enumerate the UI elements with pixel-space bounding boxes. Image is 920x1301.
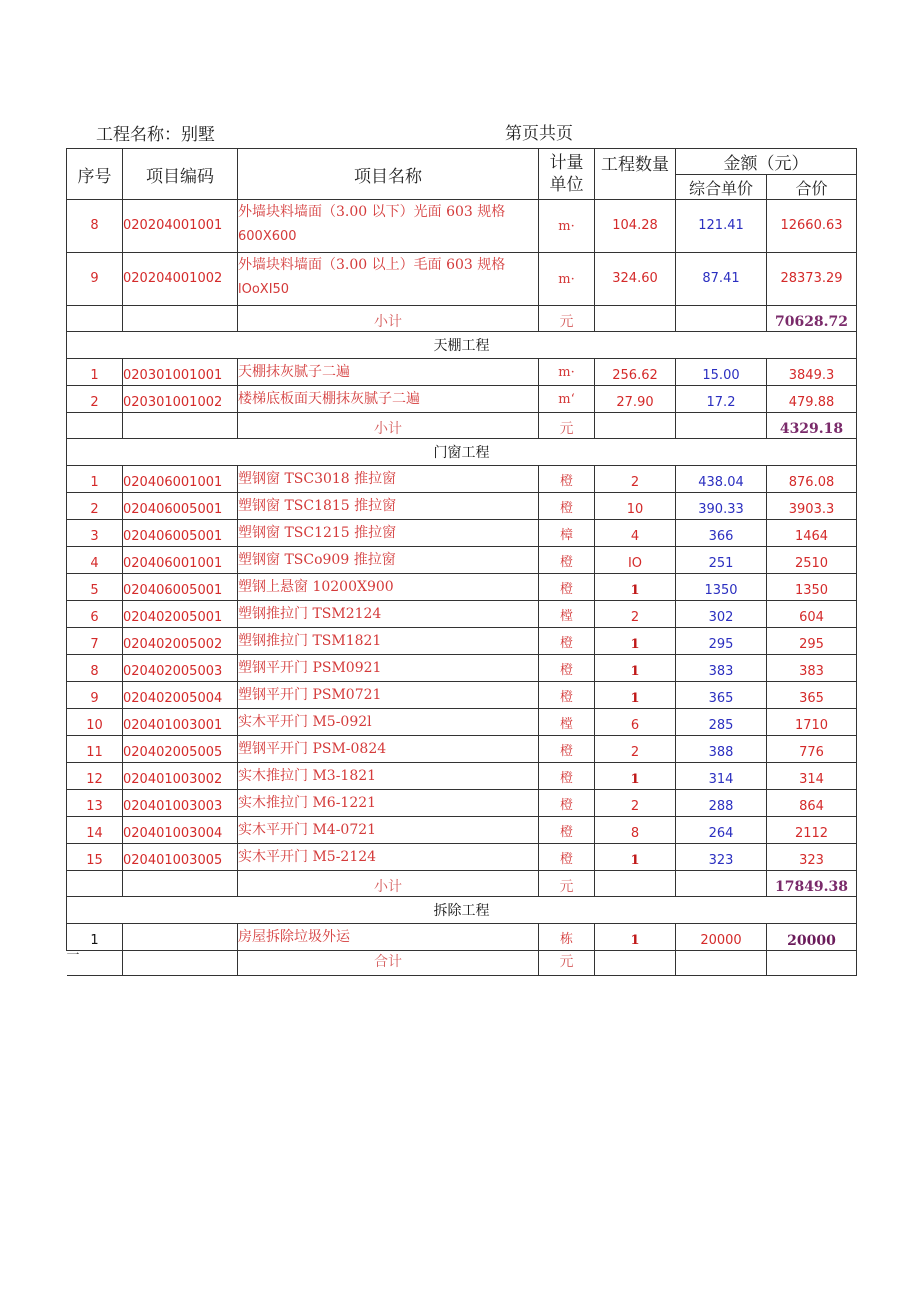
row-code: 020401003002 bbox=[123, 763, 238, 790]
row-name: 塑钢平开门 PSM0721 bbox=[238, 682, 539, 709]
subtotal-value: 70628.72 bbox=[767, 306, 857, 332]
row-name: 塑钢平开门 PSM0921 bbox=[238, 655, 539, 682]
row-name: 实木推拉门 M3-1821 bbox=[238, 763, 539, 790]
row-name: 塑钢平开门 PSM-0824 bbox=[238, 736, 539, 763]
row-unit: 橙 bbox=[539, 466, 595, 493]
row-total: 20000 bbox=[767, 924, 857, 951]
row-code: 020402005005 bbox=[123, 736, 238, 763]
header-amount: 金额（元） bbox=[676, 149, 857, 175]
row-name: 实木平开门 M5-2124 bbox=[238, 844, 539, 871]
subtotal-value: 4329.18 bbox=[767, 413, 857, 439]
row-unit-price: 438.04 bbox=[676, 466, 767, 493]
row-name: 实木平开门 M5-092l bbox=[238, 709, 539, 736]
table-row bbox=[67, 924, 857, 951]
subtotal-value: 17849.38 bbox=[767, 871, 857, 897]
subtotal-empty-price bbox=[676, 306, 767, 332]
row-quantity: 4 bbox=[595, 520, 676, 547]
row-code: 020402005002 bbox=[123, 628, 238, 655]
table-row bbox=[67, 655, 857, 682]
row-unit-price: 383 bbox=[676, 655, 767, 682]
header-unit-line2: 单位 bbox=[549, 175, 584, 195]
row-quantity: 2 bbox=[595, 466, 676, 493]
header-unit-line1: 计量 bbox=[549, 153, 584, 173]
row-index: 13 bbox=[67, 790, 123, 817]
row-total: 479.88 bbox=[767, 386, 857, 413]
row-total: 314 bbox=[767, 763, 857, 790]
table-row bbox=[67, 736, 857, 763]
row-name-line1: 外墙块料墙面（3.00 以下）光面 603 规格 bbox=[238, 204, 506, 220]
row-code: 020406005001 bbox=[123, 520, 238, 547]
section-title: 天棚工程 bbox=[67, 332, 857, 359]
row-index: 10 bbox=[67, 709, 123, 736]
row-unit-price: 388 bbox=[676, 736, 767, 763]
grand-total-row bbox=[67, 951, 857, 976]
section-row bbox=[67, 897, 857, 924]
total-empty-code bbox=[123, 951, 238, 976]
table-row bbox=[67, 253, 857, 306]
row-index: 11 bbox=[67, 736, 123, 763]
subtotal-label: 小计 bbox=[238, 413, 539, 439]
row-total: 2510 bbox=[767, 547, 857, 574]
row-total: 1464 bbox=[767, 520, 857, 547]
row-unit-price: 20000 bbox=[676, 924, 767, 951]
row-unit: m‘ bbox=[539, 386, 595, 413]
subtotal-label: 小计 bbox=[238, 871, 539, 897]
row-unit: 樟 bbox=[539, 520, 595, 547]
subtotal-row bbox=[67, 306, 857, 332]
row-total: 383 bbox=[767, 655, 857, 682]
row-name: 楼梯底板面天棚抹灰腻子二遍 bbox=[238, 386, 539, 413]
subtotal-empty-index bbox=[67, 871, 123, 897]
header-index: 序号 bbox=[67, 149, 123, 200]
row-code: 020402005004 bbox=[123, 682, 238, 709]
row-unit-price: 288 bbox=[676, 790, 767, 817]
row-unit: 橙 bbox=[539, 736, 595, 763]
row-name: 塑钢推拉门 TSM1821 bbox=[238, 628, 539, 655]
row-unit: 橙 bbox=[539, 493, 595, 520]
row-unit-price: 295 bbox=[676, 628, 767, 655]
row-total: 1710 bbox=[767, 709, 857, 736]
total-empty-value bbox=[767, 951, 857, 976]
row-code: 020406005001 bbox=[123, 574, 238, 601]
row-unit: 橙 bbox=[539, 844, 595, 871]
row-index: 15 bbox=[67, 844, 123, 871]
subtotal-unit: 元 bbox=[539, 306, 595, 332]
row-quantity: 1 bbox=[595, 628, 676, 655]
row-unit-price: 17.2 bbox=[676, 386, 767, 413]
row-quantity: 2 bbox=[595, 736, 676, 763]
row-total: 323 bbox=[767, 844, 857, 871]
row-index: 2 bbox=[67, 386, 123, 413]
row-quantity: 10 bbox=[595, 493, 676, 520]
row-name-line2: 600X600 bbox=[238, 229, 297, 244]
header-quantity: 工程数量 bbox=[595, 149, 676, 200]
total-empty-price bbox=[676, 951, 767, 976]
row-name: 塑钢窗 TSCo909 推拉窗 bbox=[238, 547, 539, 574]
row-total: 12660.63 bbox=[767, 200, 857, 253]
subtotal-row bbox=[67, 871, 857, 897]
row-quantity: 256.62 bbox=[595, 359, 676, 386]
row-code: 020402005003 bbox=[123, 655, 238, 682]
subtotal-empty-code bbox=[123, 871, 238, 897]
table-row bbox=[67, 628, 857, 655]
row-index: 1 bbox=[67, 924, 123, 951]
section-row bbox=[67, 439, 857, 466]
row-unit-price: 323 bbox=[676, 844, 767, 871]
row-code bbox=[123, 924, 238, 951]
row-code: 020204001001 bbox=[123, 200, 238, 253]
row-total: 776 bbox=[767, 736, 857, 763]
row-unit: 樘 bbox=[539, 601, 595, 628]
subtotal-empty-quantity bbox=[595, 413, 676, 439]
section-title: 拆除工程 bbox=[67, 897, 857, 924]
row-code: 020301001001 bbox=[123, 359, 238, 386]
row-quantity: 324.60 bbox=[595, 253, 676, 306]
header-total: 合价 bbox=[767, 175, 857, 200]
table-row bbox=[67, 547, 857, 574]
row-quantity: 6 bbox=[595, 709, 676, 736]
row-unit: 橙 bbox=[539, 682, 595, 709]
row-index: 14 bbox=[67, 817, 123, 844]
subtotal-empty-quantity bbox=[595, 871, 676, 897]
header-unit bbox=[539, 149, 595, 200]
table-row bbox=[67, 844, 857, 871]
row-unit: 栋 bbox=[539, 924, 595, 951]
row-index: 9 bbox=[67, 253, 123, 306]
row-quantity: 2 bbox=[595, 790, 676, 817]
bill-of-quantities-table bbox=[66, 148, 857, 976]
header-code: 项目编码 bbox=[123, 149, 238, 200]
row-code: 020402005001 bbox=[123, 601, 238, 628]
row-quantity: 2 bbox=[595, 601, 676, 628]
subtotal-empty-price bbox=[676, 871, 767, 897]
row-name: 天棚抹灰腻子二遍 bbox=[238, 359, 539, 386]
row-name: 塑钢上悬窗 10200X900 bbox=[238, 574, 539, 601]
row-total: 3849.3 bbox=[767, 359, 857, 386]
row-name: 房屋拆除垃圾外运 bbox=[238, 924, 539, 951]
row-unit: 橙 bbox=[539, 763, 595, 790]
row-total: 1350 bbox=[767, 574, 857, 601]
row-unit: 橙 bbox=[539, 547, 595, 574]
row-index: 5 bbox=[67, 574, 123, 601]
table-row bbox=[67, 682, 857, 709]
row-code: 020401003004 bbox=[123, 817, 238, 844]
row-quantity: 1 bbox=[595, 844, 676, 871]
row-code: 020401003003 bbox=[123, 790, 238, 817]
row-quantity: 1 bbox=[595, 924, 676, 951]
header-name: 项目名称 bbox=[238, 149, 539, 200]
row-index: 12 bbox=[67, 763, 123, 790]
project-title: 工程名称：别墅 bbox=[96, 125, 215, 145]
row-unit-price: 264 bbox=[676, 817, 767, 844]
row-unit: 橙 bbox=[539, 655, 595, 682]
table-row bbox=[67, 790, 857, 817]
row-index: 8 bbox=[67, 200, 123, 253]
row-quantity: 1 bbox=[595, 574, 676, 601]
row-unit-price: 251 bbox=[676, 547, 767, 574]
row-name: 实木平开门 M4-0721 bbox=[238, 817, 539, 844]
page-label: 第页共页 bbox=[505, 124, 573, 144]
row-name: 塑钢窗 TSC1815 推拉窗 bbox=[238, 493, 539, 520]
section-title: 门窗工程 bbox=[67, 439, 857, 466]
row-index: 7 bbox=[67, 628, 123, 655]
row-quantity: IO bbox=[595, 547, 676, 574]
subtotal-label: 小计 bbox=[238, 306, 539, 332]
row-name: 塑钢推拉门 TSM2124 bbox=[238, 601, 539, 628]
table-row bbox=[67, 817, 857, 844]
row-total: 604 bbox=[767, 601, 857, 628]
row-unit: 橙 bbox=[539, 574, 595, 601]
total-unit: 元 bbox=[539, 951, 595, 976]
row-unit-price: 15.00 bbox=[676, 359, 767, 386]
row-unit-price: 314 bbox=[676, 763, 767, 790]
row-quantity: 1 bbox=[595, 763, 676, 790]
row-quantity: 104.28 bbox=[595, 200, 676, 253]
row-quantity: 1 bbox=[595, 655, 676, 682]
row-index: 1 bbox=[67, 466, 123, 493]
row-unit: 橙 bbox=[539, 790, 595, 817]
row-name: 实木推拉门 M6-1221 bbox=[238, 790, 539, 817]
row-code: 020406005001 bbox=[123, 493, 238, 520]
table-row bbox=[67, 493, 857, 520]
row-index: 6 bbox=[67, 601, 123, 628]
row-code: 020204001002 bbox=[123, 253, 238, 306]
row-total: 864 bbox=[767, 790, 857, 817]
row-total: 295 bbox=[767, 628, 857, 655]
row-unit: m· bbox=[539, 200, 595, 253]
row-unit-price: 366 bbox=[676, 520, 767, 547]
section-row bbox=[67, 332, 857, 359]
row-index: 3 bbox=[67, 520, 123, 547]
row-unit: m· bbox=[539, 253, 595, 306]
row-unit-price: 87.41 bbox=[676, 253, 767, 306]
row-name: 塑钢窗 TSC3018 推拉窗 bbox=[238, 466, 539, 493]
row-unit-price: 302 bbox=[676, 601, 767, 628]
row-total: 876.08 bbox=[767, 466, 857, 493]
subtotal-unit: 元 bbox=[539, 871, 595, 897]
table-row bbox=[67, 466, 857, 493]
row-unit: m· bbox=[539, 359, 595, 386]
row-unit-price: 285 bbox=[676, 709, 767, 736]
row-name: 塑钢窗 TSC1215 推拉窗 bbox=[238, 520, 539, 547]
row-unit-price: 365 bbox=[676, 682, 767, 709]
row-code: 020301001002 bbox=[123, 386, 238, 413]
table-row bbox=[67, 574, 857, 601]
subtotal-empty-index bbox=[67, 306, 123, 332]
row-index: 2 bbox=[67, 493, 123, 520]
row-name bbox=[238, 253, 539, 306]
row-code: 020401003001 bbox=[123, 709, 238, 736]
row-unit: 樘 bbox=[539, 709, 595, 736]
row-code: 020406001001 bbox=[123, 466, 238, 493]
row-name-line2: lOoXI50 bbox=[238, 282, 290, 297]
subtotal-empty-price bbox=[676, 413, 767, 439]
subtotal-empty-code bbox=[123, 306, 238, 332]
row-quantity: 27.90 bbox=[595, 386, 676, 413]
table-row bbox=[67, 763, 857, 790]
table-row bbox=[67, 359, 857, 386]
table-row bbox=[67, 520, 857, 547]
table-row bbox=[67, 709, 857, 736]
row-total: 2112 bbox=[767, 817, 857, 844]
header-unit-price: 综合单价 bbox=[676, 175, 767, 200]
subtotal-row bbox=[67, 413, 857, 439]
subtotal-empty-quantity bbox=[595, 306, 676, 332]
row-index: 8 bbox=[67, 655, 123, 682]
table-row bbox=[67, 200, 857, 253]
row-index: 4 bbox=[67, 547, 123, 574]
total-label: 合计 bbox=[238, 951, 539, 976]
total-empty-quantity bbox=[595, 951, 676, 976]
row-name bbox=[238, 200, 539, 253]
subtotal-unit: 元 bbox=[539, 413, 595, 439]
table-row bbox=[67, 386, 857, 413]
row-code: 020401003005 bbox=[123, 844, 238, 871]
row-quantity: 1 bbox=[595, 682, 676, 709]
row-index: 9 bbox=[67, 682, 123, 709]
row-unit-price: 390.33 bbox=[676, 493, 767, 520]
row-unit-price: 1350 bbox=[676, 574, 767, 601]
row-code: 020406001001 bbox=[123, 547, 238, 574]
table-row bbox=[67, 601, 857, 628]
row-unit-price: 121.41 bbox=[676, 200, 767, 253]
row-unit: 橙 bbox=[539, 817, 595, 844]
subtotal-empty-code bbox=[123, 413, 238, 439]
row-index: 1 bbox=[67, 359, 123, 386]
row-total: 3903.3 bbox=[767, 493, 857, 520]
row-total: 28373.29 bbox=[767, 253, 857, 306]
total-marker: 一 bbox=[67, 951, 123, 976]
subtotal-empty-index bbox=[67, 413, 123, 439]
row-total: 365 bbox=[767, 682, 857, 709]
row-quantity: 8 bbox=[595, 817, 676, 844]
row-unit: 橙 bbox=[539, 628, 595, 655]
row-name-line1: 外墙块料墙面（3.00 以上）毛面 603 规格 bbox=[238, 257, 506, 273]
